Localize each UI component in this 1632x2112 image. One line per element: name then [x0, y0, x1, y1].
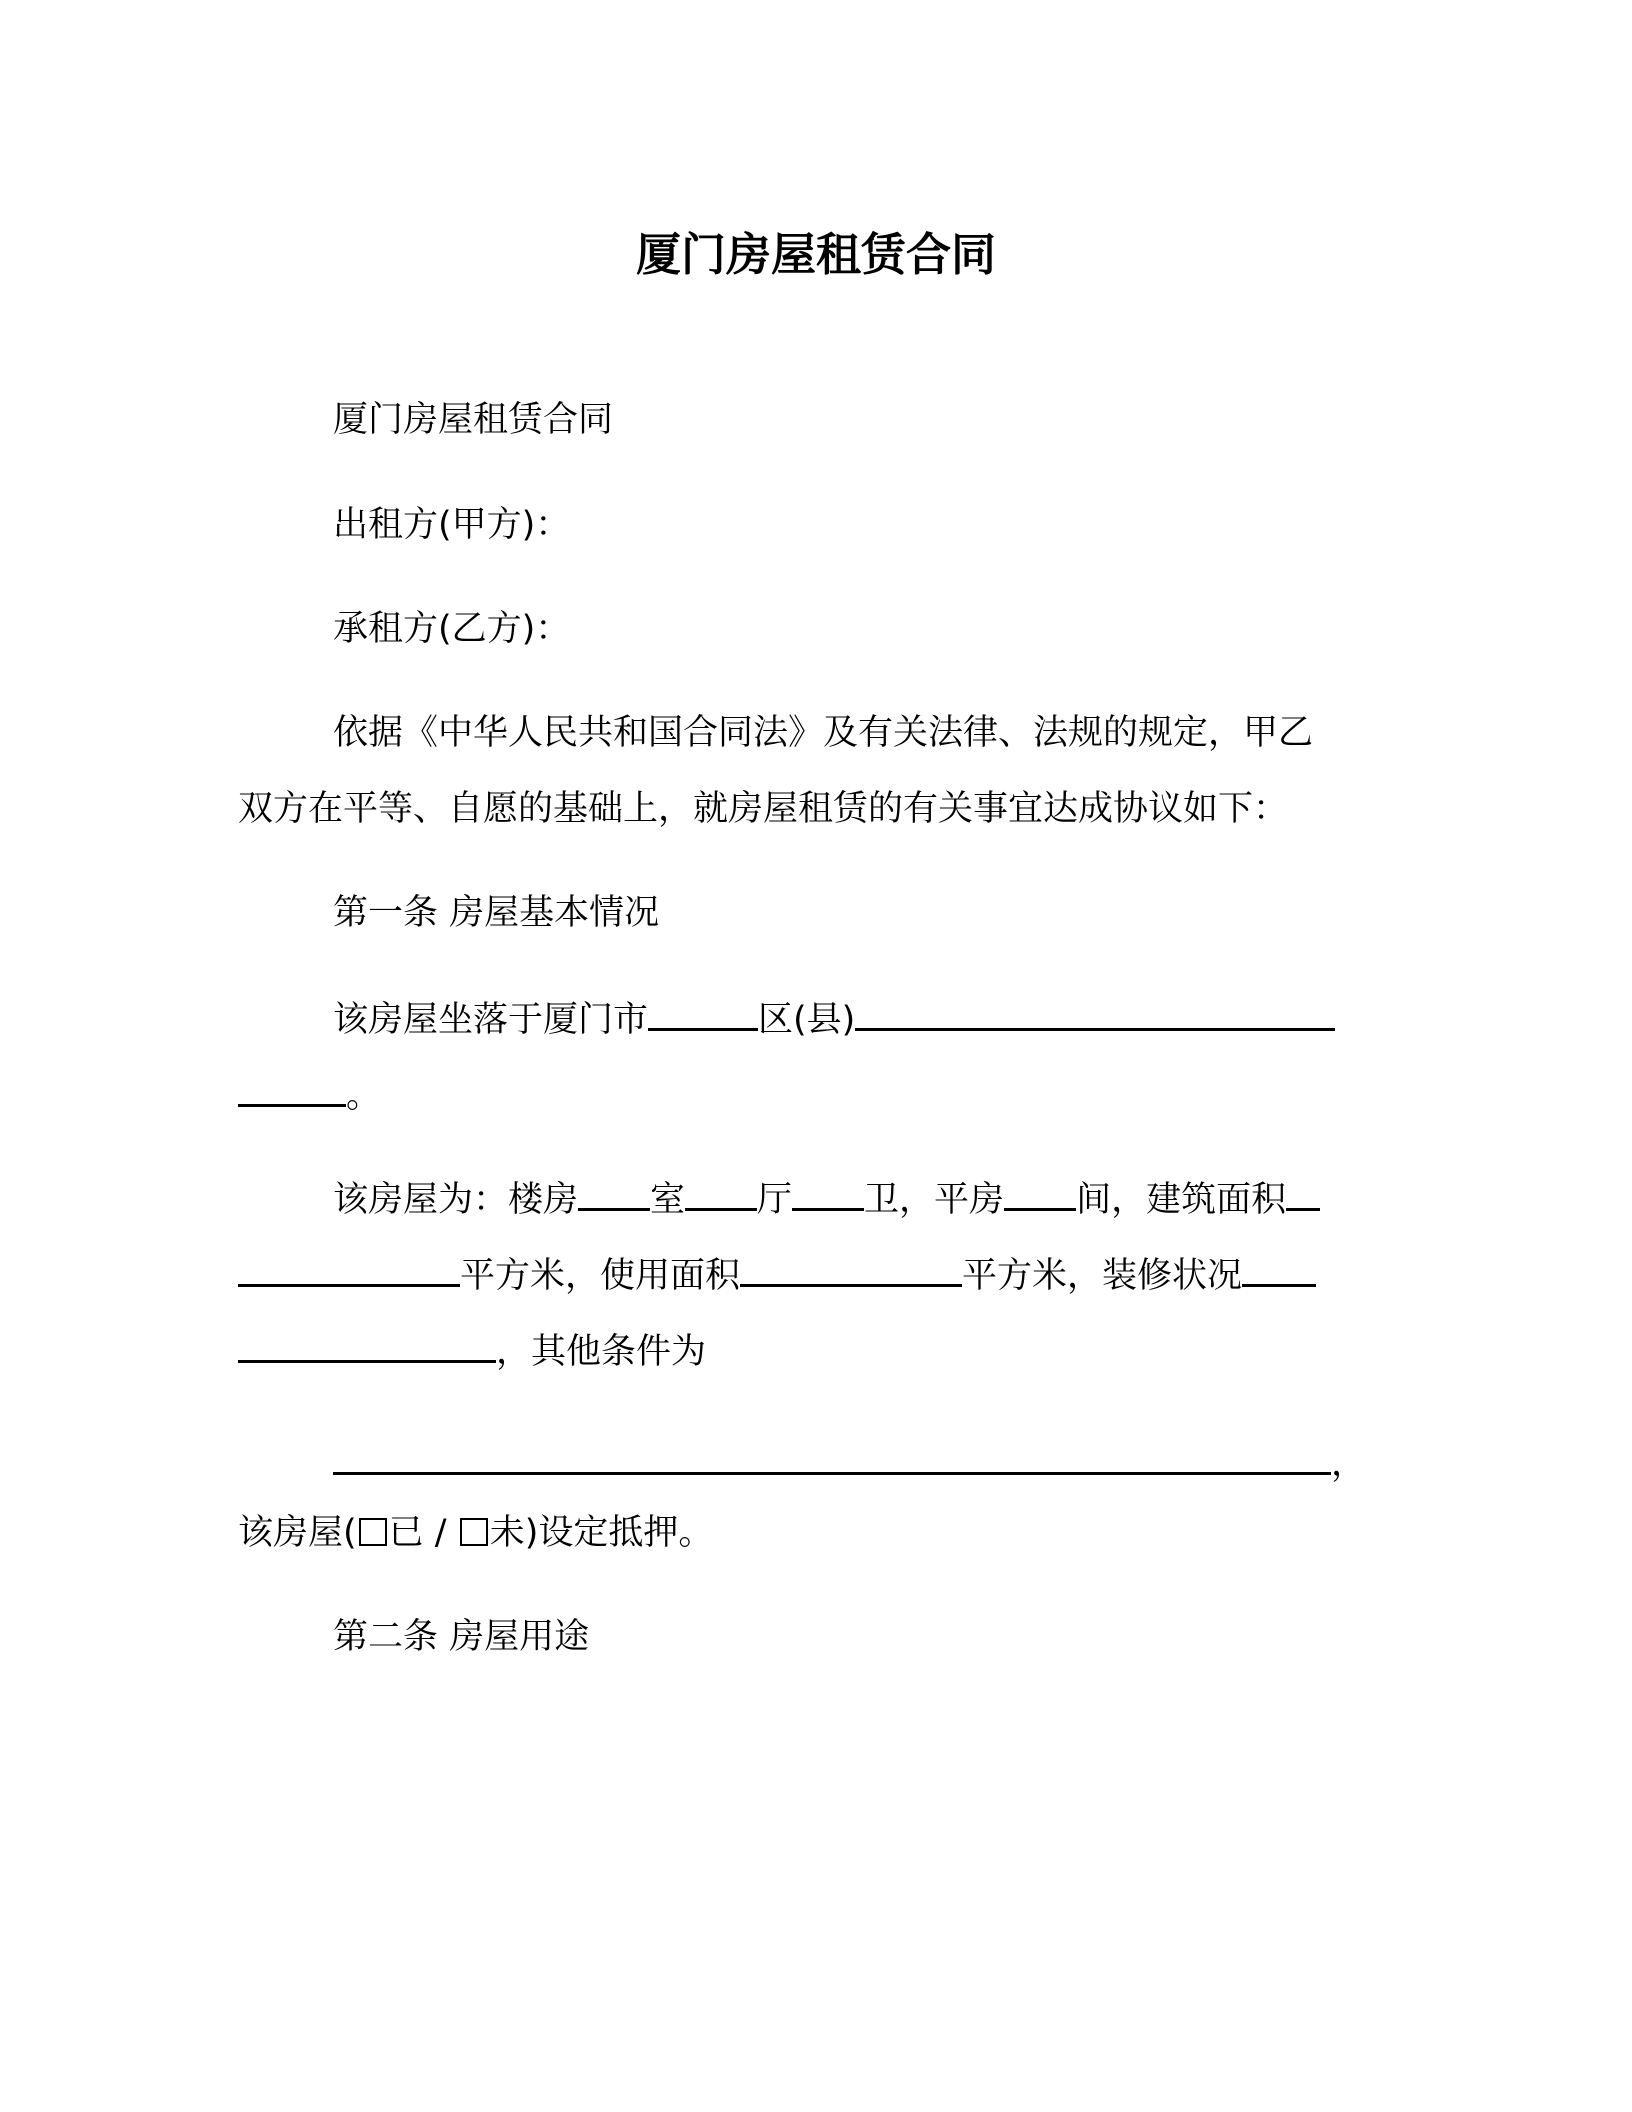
mortgage-yes-checkbox[interactable] [359, 1518, 387, 1546]
mortgage-yes-label: 已 [388, 1513, 424, 1553]
mortgage-no-checkbox[interactable] [460, 1518, 488, 1546]
document-title: 厦门房屋租赁合同 [635, 228, 996, 281]
comma: ， [1331, 1444, 1367, 1484]
decoration-blank-cont[interactable] [238, 1326, 496, 1363]
mortgage-suffix: )设定抵押。 [524, 1513, 714, 1553]
article-2-heading: 第二条 房屋用途 [333, 1617, 590, 1657]
other-conditions-line [238, 1326, 706, 1375]
other-conditions-blank[interactable] [333, 1438, 1331, 1475]
hall-count-blank[interactable] [685, 1174, 757, 1211]
house-prefix: 该房屋为：楼房 [333, 1180, 579, 1220]
house-type-line [333, 1174, 1320, 1223]
article-1-heading: 第一条 房屋基本情况 [333, 893, 660, 933]
preamble-line-2: 双方在平等、自愿的基础上，就房屋租赁的有关事宜达成协议如下： [238, 789, 1289, 829]
building-area-blank-cont[interactable] [238, 1250, 460, 1287]
usable-area-blank[interactable] [740, 1250, 962, 1287]
location-prefix: 该房屋坐落于厦门市 [333, 1000, 649, 1040]
room-count-blank[interactable] [578, 1174, 650, 1211]
hall-label: 厅 [757, 1180, 793, 1220]
bath-count-blank[interactable] [792, 1174, 864, 1211]
mortgage-line [238, 1510, 713, 1556]
other-conditions-fill-line [333, 1438, 1366, 1487]
mortgage-separator: / [423, 1513, 458, 1553]
area-unit-2: 平方米，装修状况 [962, 1256, 1243, 1296]
area-unit-1: 平方米，使用面积 [460, 1256, 741, 1296]
party-b-label: 承租方(乙方)： [333, 609, 571, 649]
building-area-blank[interactable] [1286, 1174, 1320, 1211]
mortgage-no-label: 未 [489, 1513, 525, 1553]
decoration-blank[interactable] [1242, 1250, 1316, 1287]
mortgage-prefix: 该房屋( [238, 1513, 357, 1553]
location-end: 。 [346, 1076, 382, 1116]
location-line-2 [238, 1070, 381, 1119]
preamble-line-1: 依据《中华人民共和国合同法》及有关法律、法规的规定，甲乙 [333, 713, 1314, 753]
address-blank[interactable] [855, 994, 1335, 1031]
rooms-area-label: 间，建筑面积 [1076, 1180, 1287, 1220]
subtitle: 厦门房屋租赁合同 [333, 400, 614, 440]
location-district-label: 区(县) [758, 1000, 856, 1040]
room-label: 室 [650, 1180, 686, 1220]
area-line [238, 1250, 1316, 1299]
party-a-label: 出租方(甲方)： [333, 505, 571, 545]
district-blank[interactable] [648, 994, 758, 1031]
address-blank-cont[interactable] [238, 1070, 346, 1107]
bungalow-count-blank[interactable] [1004, 1174, 1076, 1211]
location-line [333, 994, 1335, 1043]
other-conditions-label: ，其他条件为 [496, 1332, 707, 1372]
bath-label: 卫，平房 [864, 1180, 1005, 1220]
